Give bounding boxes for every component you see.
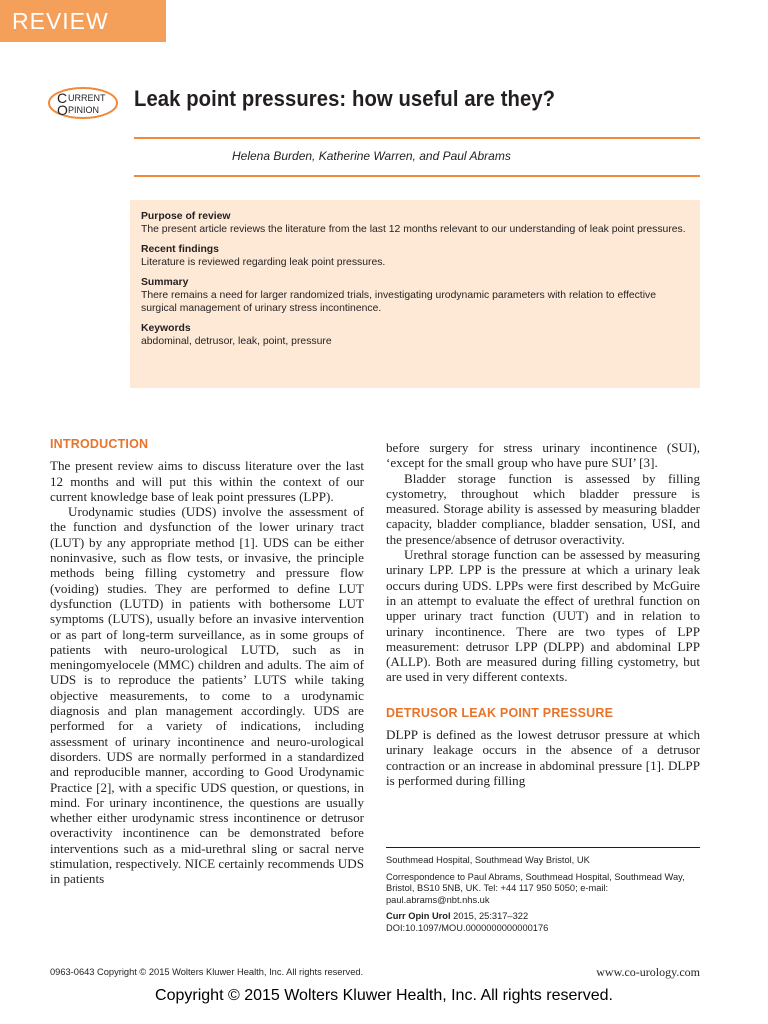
intro-heading: INTRODUCTION xyxy=(50,437,149,451)
footer-url[interactable]: www.co-urology.com xyxy=(596,965,700,979)
abstract-keywords-heading: Keywords xyxy=(141,323,191,334)
body-column-right xyxy=(386,440,700,788)
current-opinion-logo xyxy=(47,86,119,120)
logo-big-o: O xyxy=(57,102,68,118)
body-column-left xyxy=(50,437,364,887)
right-paragraph-2: Bladder storage function is assessed by filling cystometry, throughout which bladder pressure is measured. Storage ability is assessed by measuring bladder capacity, bladder compliance, bladder sensation, USI, and the presence/absence of detrusor overactivity. xyxy=(386,470,700,547)
abstract-purpose-heading: Purpose of review xyxy=(141,211,231,222)
abstract-summary-text: There remains a need for larger randomized trials, investigating urodynamic parameters with relation to effective surgical management of urinary stress incontinence. xyxy=(141,290,656,314)
intro-paragraph-2: Urodynamic studies (UDS) involve the assessment of the function and dysfunction of the lower urinary tract (LUT) by any appropriate method [1]. UDS can be either noninvasive, such as flow tests, or invasive, the principle methods being filling cystometry and pressure flow (voiding) studies. They are performed to define LUT dysfunction (LUTD) in patients with bothersome LUT symptoms (LUTS), usually before an invasive intervention or as part of long-term surveillance, as in some groups of patients with neuro-urological LUTD, such as in meningomyelocele (MMC) children and adults. The aim of UDS is to reproduce the patients’ LUTS while taking objective measurements, to come to a urodynamic diagnosis and plan management accordingly. UDS are performed for a variety of indications, including assessment of urinary incontinence and neuro-urological disorders. UDS are normally performed in a standardized and reproducible manner, according to Good Urodynamic Practice [2], with a specific UDS question, or questions, in mind. For urinary incontinence, the questions are usually whether either urodynamic stress incontinence or detrusor overactivity incontinence can be demonstrated before interventions such as a mid-urethral sling or sacral nerve stimulation, respectively. NICE certainly recommends UDS in patients xyxy=(50,504,364,887)
copyright-line: Copyright © 2015 Wolters Kluwer Health, Inc. All rights reserved. xyxy=(155,987,613,1004)
abstract-findings-heading: Recent findings xyxy=(141,244,219,255)
abstract-box xyxy=(130,200,700,388)
abstract-findings-text: Literature is reviewed regarding leak point pressures. xyxy=(141,257,386,268)
citation-journal: Curr Opin Urol xyxy=(386,911,451,922)
affiliation-institution: Southmead Hospital, Southmead Way Bristol, UK xyxy=(386,855,590,865)
logo-line1: URRENT xyxy=(68,93,106,103)
abstract-purpose-text: The present article reviews the literature from the last 12 months relevant to our understanding of leak point pressures. xyxy=(141,224,686,235)
article-title: Leak point pressures: how useful are they? xyxy=(134,86,556,111)
affiliation-block xyxy=(386,847,700,940)
footer-issn: 0963-0643 Copyright © 2015 Wolters Kluwer Health, Inc. All rights reserved. xyxy=(50,967,364,977)
citation-detail: 2015, 25:317–322 xyxy=(450,911,529,922)
logo-big-c: C xyxy=(57,90,68,106)
authors: Helena Burden, Katherine Warren, and Paul Abrams xyxy=(232,149,511,163)
title-rule xyxy=(134,137,700,139)
abstract-keywords-text: abdominal, detrusor, leak, point, pressure xyxy=(141,336,332,347)
abstract-summary-heading: Summary xyxy=(141,277,189,288)
dlpp-heading: DETRUSOR LEAK POINT PRESSURE xyxy=(386,705,614,720)
section-tag: REVIEW xyxy=(0,0,166,42)
authors-rule xyxy=(134,175,700,177)
doi: DOI:10.1097/MOU.0000000000000176 xyxy=(386,922,549,933)
citation-line xyxy=(386,911,700,923)
dlpp-paragraph-1: DLPP is defined as the lowest detrusor pressure at which urinary leakage occurs in the absence of a detrusor contraction or an increase in abdominal pressure [1]. DLPP is performed during filling xyxy=(386,727,700,788)
logo-line2: PINION xyxy=(68,105,100,115)
affiliation-correspondence: Correspondence to Paul Abrams, Southmead Hospital, Southmead Way, Bristol, BS10 5NB, UK. Tel: +44 117 950 5050; e-mail: paul.abrams@nbt.nhs.uk xyxy=(386,871,685,905)
intro-paragraph-1: The present review aims to discuss literature over the last 12 months and will put this within the context of our current knowledge base of leak point pressures (LPP). xyxy=(50,458,364,504)
right-paragraph-1: before surgery for stress urinary incontinence (SUI), ‘except for the small group who have pure SUI’ [3]. xyxy=(386,440,700,471)
right-paragraph-3: Urethral storage function can be assessed by measuring urinary LPP. LPP is the pressure at which a urinary leak occurs during UDS. LPPs were first described by McGuire in an attempt to evaluate the effect of urethral function on upper urinary tract function (UUT) and in relation to urinary incontinence. There are two types of LPP measurement: detrusor LPP (DLPP) and abdominal LPP (ALLP). Both are measured during filling cystometry, but are used in very different contexts. xyxy=(386,547,700,685)
